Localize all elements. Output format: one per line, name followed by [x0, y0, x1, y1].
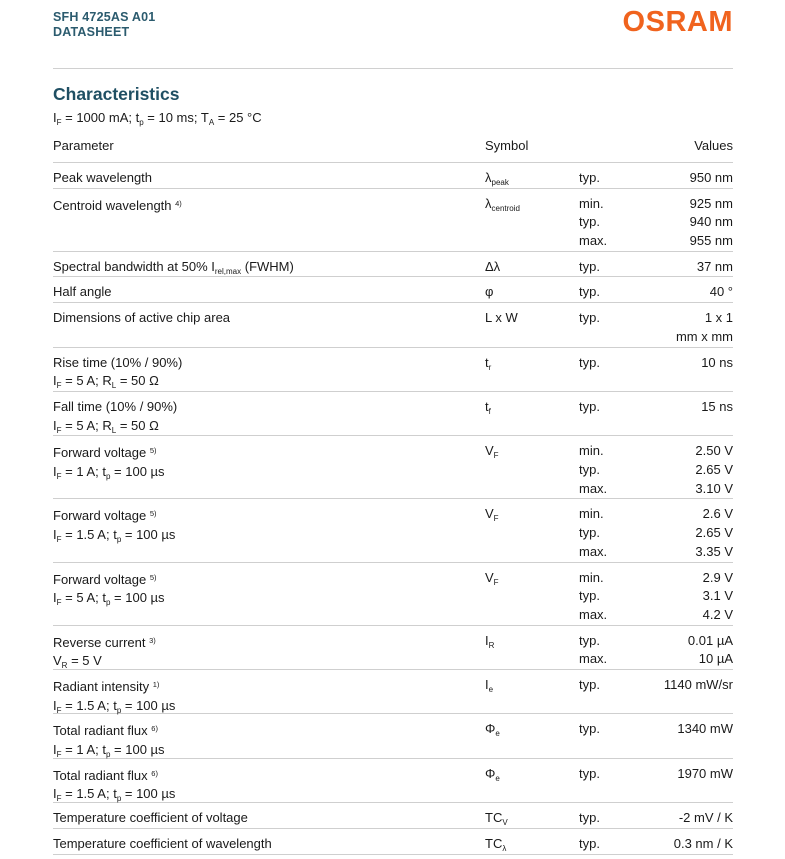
- parameter-cell: Half angle: [53, 284, 112, 300]
- value-cell: 0.3 nm / K: [673, 835, 733, 851]
- osram-logo: OSRAM: [622, 6, 733, 38]
- parameter-cell: Forward voltage $^{5)}$ $I_F = 5$ A; $t_p = 100$ µs: [53, 571, 165, 608]
- table-row: [53, 189, 733, 252]
- symbol-cell: $I_R$: [485, 632, 495, 650]
- value-cell: 10 ns: [701, 354, 733, 370]
- header-parameter: Parameter: [53, 138, 114, 153]
- symbol-cell: $TC_\lambda$: [485, 835, 507, 853]
- symbol-cell: $\Phi_e$: [485, 765, 500, 783]
- measurement-conditions: $I_F = 1000$ mA; $t_p = 10$ ms; $T_A = 25$ °C: [53, 110, 262, 127]
- qualifier-cell: min. typ. max.: [579, 443, 608, 496]
- qualifier-cell: typ.: [579, 284, 600, 300]
- qualifier-cell: typ.: [579, 835, 600, 851]
- parameter-cell: Forward voltage $^{5)}$ $I_F = 1.5$ A; $t_p = 100$ µs: [53, 508, 176, 545]
- qualifier-cell: min. typ. max.: [579, 195, 608, 249]
- value-cell: 1340 mW: [677, 721, 733, 737]
- qualifier-cell: typ.: [579, 354, 600, 370]
- parameter-cell: Total radiant flux $^{6)}$ $I_F = 1.5$ A; $t_p = 100$ µs: [53, 767, 176, 804]
- parameter-cell: Rise time (10% / 90%) $I_F = 5$ A; $R_L = 50$ Ω: [53, 354, 183, 391]
- symbol-cell: $t_f$: [485, 398, 491, 416]
- symbol-cell: $\lambda_{centroid}$: [485, 195, 520, 213]
- symbol-cell: L x W: [485, 310, 518, 326]
- table-row: [53, 670, 733, 714]
- table-row: [53, 626, 733, 670]
- table-row: [53, 803, 733, 829]
- parameter-cell: Fall time (10% / 90%) $I_F = 5$ A; $R_L = 50$ Ω: [53, 398, 178, 435]
- table-row: [53, 714, 733, 758]
- parameter-cell: Dimensions of active chip area: [53, 310, 231, 326]
- value-cell: 1970 mW: [677, 765, 733, 781]
- table-row: [53, 163, 733, 189]
- value-cell: 925 nm 940 nm 955 nm: [689, 195, 733, 249]
- value-cell: 37 nm: [696, 258, 733, 274]
- parameter-cell: Temperature coefficient of wavelength: [53, 835, 272, 851]
- qualifier-cell: typ.: [579, 677, 600, 692]
- parameter-cell: Spectral bandwidth at 50% $I_{rel,max}$ (FWHM): [53, 258, 294, 276]
- table-row: [53, 348, 733, 392]
- qualifier-cell: typ.: [579, 398, 600, 414]
- symbol-cell: $\lambda_{peak}$: [485, 170, 509, 187]
- product-name: SFH 4725AS A01: [53, 10, 156, 24]
- parameter-cell: Reverse current $^{3)}$ $V_R = 5$ V: [53, 634, 156, 671]
- parameter-cell: Centroid wavelength $^{4)}$: [53, 197, 182, 213]
- document-header: [53, 10, 155, 40]
- table-row: [53, 499, 733, 562]
- table-row: [53, 392, 733, 436]
- qualifier-cell: min. typ. max.: [579, 569, 608, 622]
- qualifier-cell: typ.: [579, 765, 600, 781]
- document-type: DATASHEET: [53, 25, 130, 39]
- table-row: [53, 252, 733, 278]
- characteristics-table: [53, 162, 733, 855]
- value-cell: -2 mV / K: [678, 810, 733, 826]
- symbol-cell: $t_r$: [485, 354, 492, 372]
- symbol-cell: Δλ: [485, 258, 501, 274]
- value-cell: 2.50 V 2.65 V 3.10 V: [695, 443, 733, 496]
- symbol-cell: $V_F$: [485, 569, 499, 587]
- symbol-cell: $\Phi_e$: [485, 721, 500, 739]
- value-cell: 2.6 V 2.65 V 3.35 V: [695, 506, 733, 559]
- qualifier-cell: typ.: [579, 310, 600, 326]
- value-cell: 40 °: [709, 284, 733, 300]
- value-cell: 0.01 µA 10 µA: [687, 632, 733, 667]
- header-values: Values: [694, 138, 733, 153]
- table-row: [53, 563, 733, 626]
- qualifier-cell: min. typ. max.: [579, 506, 608, 559]
- qualifier-cell: typ. max.: [579, 632, 608, 667]
- parameter-cell: Peak wavelength: [53, 170, 153, 185]
- parameter-cell: Forward voltage $^{5)}$ $I_F = 1$ A; $t_p = 100$ µs: [53, 445, 165, 482]
- symbol-cell: $V_F$: [485, 443, 499, 461]
- symbol-cell: φ: [485, 284, 494, 300]
- value-cell: 1140 mW/sr: [663, 677, 733, 692]
- table-row: [53, 277, 733, 303]
- qualifier-cell: typ.: [579, 721, 600, 737]
- table-row: [53, 303, 733, 347]
- qualifier-cell: typ.: [579, 170, 600, 185]
- table-row: [53, 759, 733, 803]
- value-cell: 1 x 1 mm x mm: [675, 310, 733, 344]
- symbol-cell: $TC_V$: [485, 810, 508, 828]
- qualifier-cell: typ.: [579, 258, 600, 274]
- parameter-cell: Radiant intensity $^{1)}$ $I_F = 1.5$ A; $t_p = 100$ µs: [53, 679, 176, 715]
- value-cell: 950 nm: [689, 170, 733, 185]
- qualifier-cell: typ.: [579, 810, 600, 826]
- symbol-cell: $V_F$: [485, 506, 499, 524]
- table-row: [53, 436, 733, 499]
- header-symbol: Symbol: [485, 138, 529, 153]
- parameter-cell: Temperature coefficient of voltage: [53, 810, 248, 826]
- symbol-cell: $I_e$: [485, 677, 494, 694]
- section-title: Characteristics: [53, 84, 180, 104]
- table-header: [53, 137, 733, 157]
- value-cell: 2.9 V 3.1 V 4.2 V: [702, 569, 733, 622]
- value-cell: 15 ns: [701, 398, 733, 414]
- header-divider: [53, 68, 733, 69]
- parameter-cell: Total radiant flux $^{6)}$ $I_F = 1$ A; $t_p = 100$ µs: [53, 723, 165, 760]
